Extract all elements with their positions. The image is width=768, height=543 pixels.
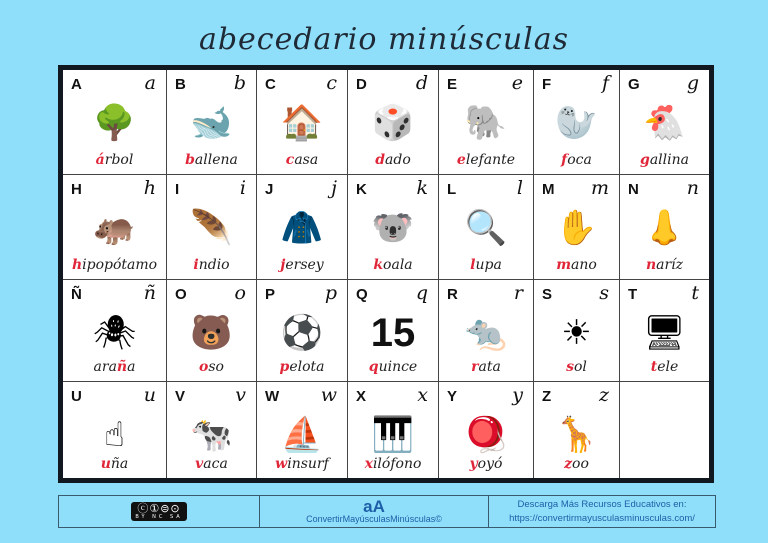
lowercase-letter: c (326, 72, 337, 94)
tv-icon: 🖥 (642, 313, 687, 353)
example-word: hipopótamo (71, 257, 158, 273)
letter-cell-t (620, 280, 709, 382)
uppercase-letter: U (71, 388, 82, 405)
lowercase-letter: r (513, 282, 523, 304)
yoyo-icon: 🪀 (464, 415, 508, 455)
letter-cell-x (348, 382, 439, 478)
uppercase-letter: H (71, 181, 82, 198)
sweater-icon: 🧥 (280, 208, 324, 248)
letter-cell-n (620, 175, 709, 280)
zoo-icon: 🦒 (555, 415, 598, 455)
uppercase-letter: K (356, 181, 367, 198)
letter-cell-i (167, 175, 257, 280)
letter-cell-c (257, 70, 348, 175)
letter-cell-ñ (63, 280, 167, 382)
example-word: vaca (195, 456, 228, 472)
example-word: jersey (280, 257, 324, 273)
uppercase-letter: M (542, 181, 555, 198)
lowercase-letter: ñ (143, 282, 156, 304)
letter-cell-l (439, 175, 534, 280)
windsurf-icon: ⛵ (280, 415, 324, 455)
promo-text: Descarga Más Recursos Educativos en: (517, 498, 687, 510)
native-chief-icon: 🪶 (190, 208, 233, 248)
lowercase-letter: l (516, 177, 523, 199)
uppercase-letter: C (265, 76, 276, 93)
lowercase-letter: h (143, 177, 156, 199)
uppercase-letter: W (265, 388, 280, 405)
example-word: árbol (95, 152, 134, 168)
whale-icon: 🐋 (190, 103, 233, 143)
uppercase-letter: J (265, 181, 274, 198)
letter-cell-d (348, 70, 439, 175)
letter-cell-v (167, 382, 257, 478)
sun-icon: ☀ (561, 313, 592, 353)
example-word: foca (561, 152, 592, 168)
lowercase-letter: y (512, 384, 523, 406)
example-word: quince (368, 359, 418, 375)
lowercase-letter: s (599, 282, 609, 304)
uppercase-letter: X (356, 388, 367, 405)
uppercase-letter: Ñ (71, 286, 82, 303)
example-word: zoo (564, 456, 589, 472)
lowercase-letter: a (144, 72, 156, 94)
koala-icon: 🐨 (371, 208, 415, 248)
letter-cell-f (534, 70, 620, 175)
uppercase-letter: G (628, 76, 640, 93)
nose-icon: 👃 (643, 208, 686, 248)
uppercase-letter: F (542, 76, 552, 93)
example-word: koala (373, 257, 413, 273)
letter-cell-q (348, 280, 439, 382)
uppercase-letter: Q (356, 286, 368, 303)
letter-cell-w (257, 382, 348, 478)
lowercase-letter: q (415, 282, 428, 304)
hen-icon: 🐔 (643, 103, 686, 143)
xylophone-icon: 🎹 (371, 415, 415, 455)
lowercase-letter: o (234, 282, 246, 304)
alphabet-grid (58, 65, 714, 483)
letter-cell-r (439, 280, 534, 382)
hand-icon: ✋ (555, 208, 598, 248)
hippo-icon: 🦛 (93, 208, 136, 248)
house-icon: 🏠 (280, 103, 324, 143)
empty-cell (620, 382, 709, 478)
lowercase-letter: m (590, 177, 609, 199)
uppercase-letter: E (447, 76, 458, 93)
letter-cell-y (439, 382, 534, 478)
letter-cell-g (620, 70, 709, 175)
example-word: mano (556, 257, 597, 273)
page-title: abecedario minúsculas (198, 22, 570, 57)
lowercase-letter: u (143, 384, 156, 406)
example-word: indio (193, 257, 230, 273)
letter-cell-e (439, 70, 534, 175)
letter-cell-h (63, 175, 167, 280)
example-word: dado (375, 152, 411, 168)
letter-cell-z (534, 382, 620, 478)
uppercase-letter: Z (542, 388, 552, 405)
letter-cell-a (63, 70, 167, 175)
lowercase-letter: t (691, 282, 699, 304)
lowercase-letter: w (320, 384, 337, 406)
lowercase-letter: n (686, 177, 699, 199)
footer (58, 495, 716, 528)
example-word: gallina (640, 152, 689, 168)
lowercase-letter: i (239, 177, 246, 199)
lowercase-letter: e (511, 72, 523, 94)
letter-cell-m (534, 175, 620, 280)
example-word: lupa (470, 257, 502, 273)
uppercase-letter: S (542, 286, 553, 303)
magnifier-icon: 🔍 (464, 208, 508, 248)
number-fifteen-icon: 15 (370, 310, 416, 355)
brand-name[interactable]: ConvertirMayúsculasMinúsculas© (306, 514, 442, 524)
letter-cell-s (534, 280, 620, 382)
uppercase-letter: P (265, 286, 276, 303)
soccer-ball-icon: ⚽ (280, 313, 324, 353)
example-word: ballena (185, 152, 238, 168)
example-word: yoyó (469, 456, 503, 472)
uppercase-letter: A (71, 76, 82, 93)
example-word: naríz (645, 257, 684, 273)
lowercase-letter: f (601, 72, 609, 94)
example-word: winsurf (275, 456, 329, 472)
example-word: casa (285, 152, 319, 168)
uppercase-letter: B (175, 76, 186, 93)
example-word: araña (93, 359, 136, 375)
letter-cell-o (167, 280, 257, 382)
lowercase-letter: z (598, 384, 609, 406)
fingernail-icon: ☝ (104, 415, 125, 455)
example-word: pelota (279, 359, 325, 375)
uppercase-letter: R (447, 286, 458, 303)
uppercase-letter: D (356, 76, 367, 93)
promo-cell (489, 496, 715, 527)
example-word: sol (566, 359, 587, 375)
example-word: oso (199, 359, 224, 375)
elephant-icon: 🐘 (464, 103, 508, 143)
lowercase-letter: x (417, 384, 428, 406)
uppercase-letter: N (628, 181, 639, 198)
example-word: tele (650, 359, 679, 375)
lowercase-letter: d (415, 72, 428, 94)
lowercase-letter: k (416, 177, 428, 199)
creative-commons-icon[interactable]: ⓒ①⊜⊙ BY NC SA (131, 502, 186, 521)
uppercase-letter: O (175, 286, 187, 303)
lowercase-letter: v (235, 384, 246, 406)
brand-cell (260, 496, 489, 527)
lowercase-letter: b (233, 72, 246, 94)
letter-cell-j (257, 175, 348, 280)
license-cell (59, 496, 260, 527)
uppercase-letter: I (175, 181, 180, 198)
letter-cell-u (63, 382, 167, 478)
lowercase-letter: p (324, 282, 337, 304)
letter-cell-b (167, 70, 257, 175)
rat-icon: 🐀 (464, 313, 508, 353)
uppercase-letter: T (628, 286, 638, 303)
seal-icon: 🦭 (555, 103, 598, 143)
uppercase-letter: L (447, 181, 457, 198)
spider-icon: 🕷 (92, 313, 137, 353)
example-word: elefante (456, 152, 516, 168)
uppercase-letter: Y (447, 388, 458, 405)
lowercase-letter: g (686, 72, 699, 94)
dice-icon: 🎲 (371, 103, 415, 143)
promo-link[interactable]: https://convertirmayusculasminusculas.com/ (509, 512, 695, 524)
bear-icon: 🐻 (190, 313, 233, 353)
brand-logo: aA (363, 497, 385, 516)
lowercase-letter: j (331, 177, 337, 199)
example-word: rata (471, 359, 501, 375)
example-word: xilófono (364, 456, 422, 472)
cow-icon: 🐄 (190, 415, 233, 455)
letter-cell-p (257, 280, 348, 382)
tree-icon: 🌳 (93, 103, 136, 143)
uppercase-letter: V (175, 388, 186, 405)
example-word: uña (100, 456, 129, 472)
letter-cell-k (348, 175, 439, 280)
